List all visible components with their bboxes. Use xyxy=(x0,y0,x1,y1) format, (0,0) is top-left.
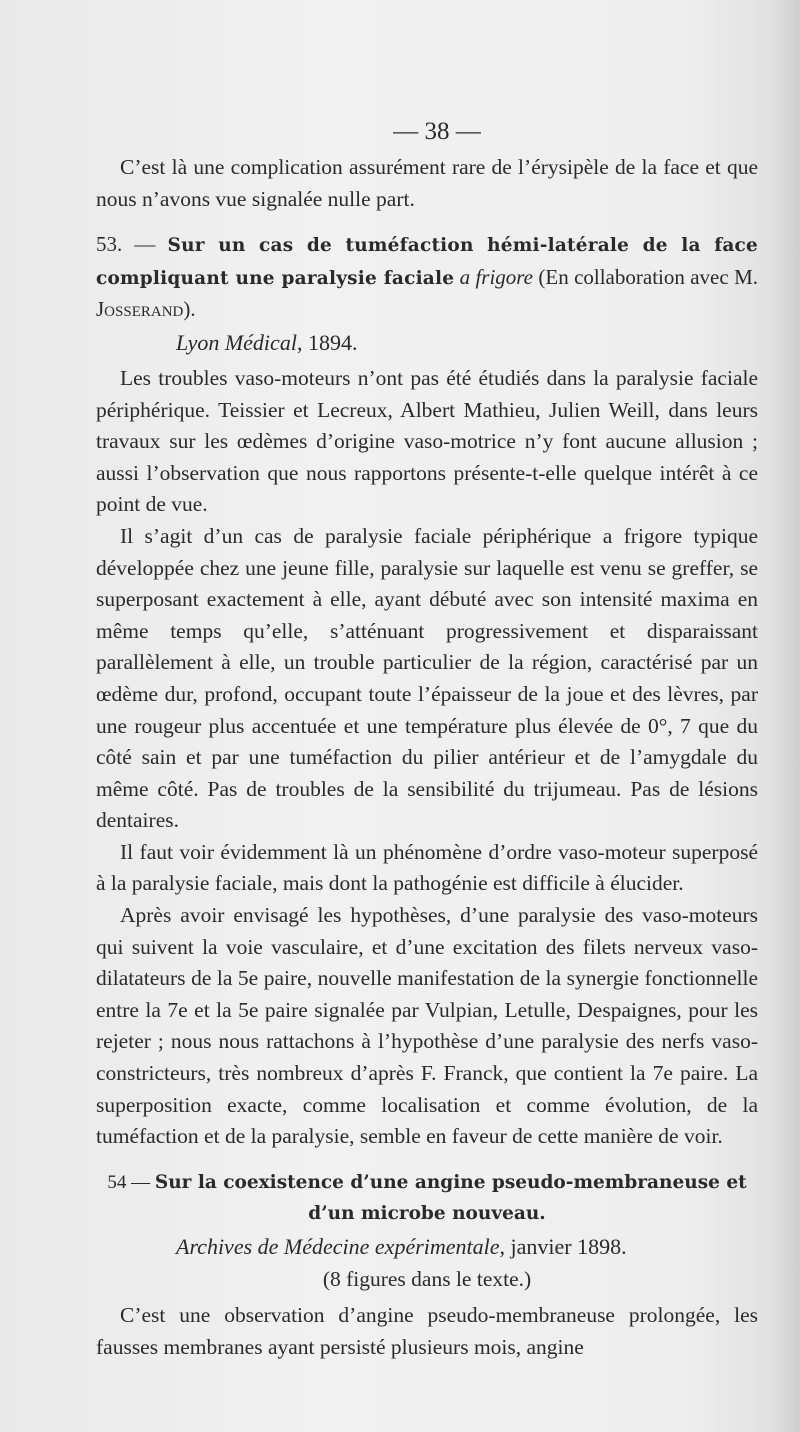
paragraph-53-3: Il faut voir évidemment là un phénomène d’ordre vaso-moteur superposé à la paralysie faciale, mais dont la pathogénie est difficile à élucider. xyxy=(96,839,758,896)
entry-54-figures: (8 figures dans le texte.) xyxy=(322,1267,532,1291)
entry-53-journal: Lyon Médical xyxy=(176,329,297,355)
entry-53-collab-name: Josserand xyxy=(96,297,184,322)
entry-54-title: Sur la coexistence d’une angine pseudo-membraneuse et d’un microbe nouveau. xyxy=(154,1171,747,1225)
entry-53-source xyxy=(96,326,758,359)
entry-54-date: , janvier 1898. xyxy=(499,1234,627,1259)
page-number: — 38 — xyxy=(393,118,481,145)
page-text xyxy=(96,112,758,1363)
entry-54-heading xyxy=(96,1167,758,1230)
entry-53-number: 53. — xyxy=(96,232,156,257)
entry-53-year: , 1894. xyxy=(296,329,358,355)
entry-53-latin: a frigore xyxy=(459,264,533,289)
paragraph-53-4: Après avoir envisagé les hypothèses, d’une paralysie des vaso-moteurs qui suivent la voie vasculaire, et d’une excitation des filets nerveux vaso-dilatateurs de la 5e paire, nouvelle manifestation de la synergie fonctionnelle entre la 7e et la 5e paire signalée par Vulpian, Letulle, Despaignes, pour les rejeter ; nous nous rattachons à l’hypothèse d’une paralysie des nerfs vaso-constricteurs, très nombreux d’après F. Franck, que contient la 7e paire. La superposition exacte, comme localisation et comme évolution, de la tuméfaction et de la paralysie, semble en faveur de cette manière de voir. xyxy=(96,903,758,1149)
entry-54-source xyxy=(96,1230,758,1263)
entry-53-title: Sur un cas de tuméfaction hémi-latérale de la face compliquant une paralysie faciale xyxy=(96,235,758,289)
paragraph-53-2: Il s’agit d’un cas de paralysie faciale périphérique a frigore typique développée chez une jeune fille, paralysie sur laquelle est venu se greffer, se superposant exactement à elle, ayant débuté avec son intensité maxima en même temps qu’elle, s’atténuant progressivement et disparaissant parallèlement à elle, un trouble particulier de la région, caractérisé par un œdème dur, profond, occupant toute l’épaisseur de la joue et des lèvres, par une rougeur plus accentuée et une température plus élevée de 0°, 7 que du côté sain et par une tuméfaction du pilier antérieur et de l’amygdale du même côté. Pas de troubles de la sensibilité du trijumeau. Pas de lésions dentaires. xyxy=(96,523,758,833)
entry-53-heading xyxy=(96,229,758,326)
paragraph-54-1: C’est une observation d’angine pseudo-membraneuse prolongée, les fausses membranes ayant persisté plusieurs mois, angine xyxy=(96,1303,758,1359)
entry-54-journal: Archives de Médecine expérimentale xyxy=(176,1234,500,1259)
entry-53-collab: (En collaboration avec M. xyxy=(538,264,758,289)
entry-54-number: 54 — xyxy=(107,1171,151,1193)
entry-53-collab-end: ). xyxy=(183,297,196,322)
paragraph-53-1: Les troubles vaso-moteurs n’ont pas été étudiés dans la paralysie faciale périphérique. Teissier et Lecreux, Albert Mathieu, Julien Weill, dans leurs travaux sur les œdèmes d’origine vaso-motrice n’y font aucune allusion ; aussi l’observation que nous rapportons présente-t-elle quelque intérêt à ce point de vue. xyxy=(96,365,758,517)
paragraph-intro: C’est là une complication assurément rare de l’érysipèle de la face et que nous n’avons vue signalée nulle part. xyxy=(96,155,758,211)
